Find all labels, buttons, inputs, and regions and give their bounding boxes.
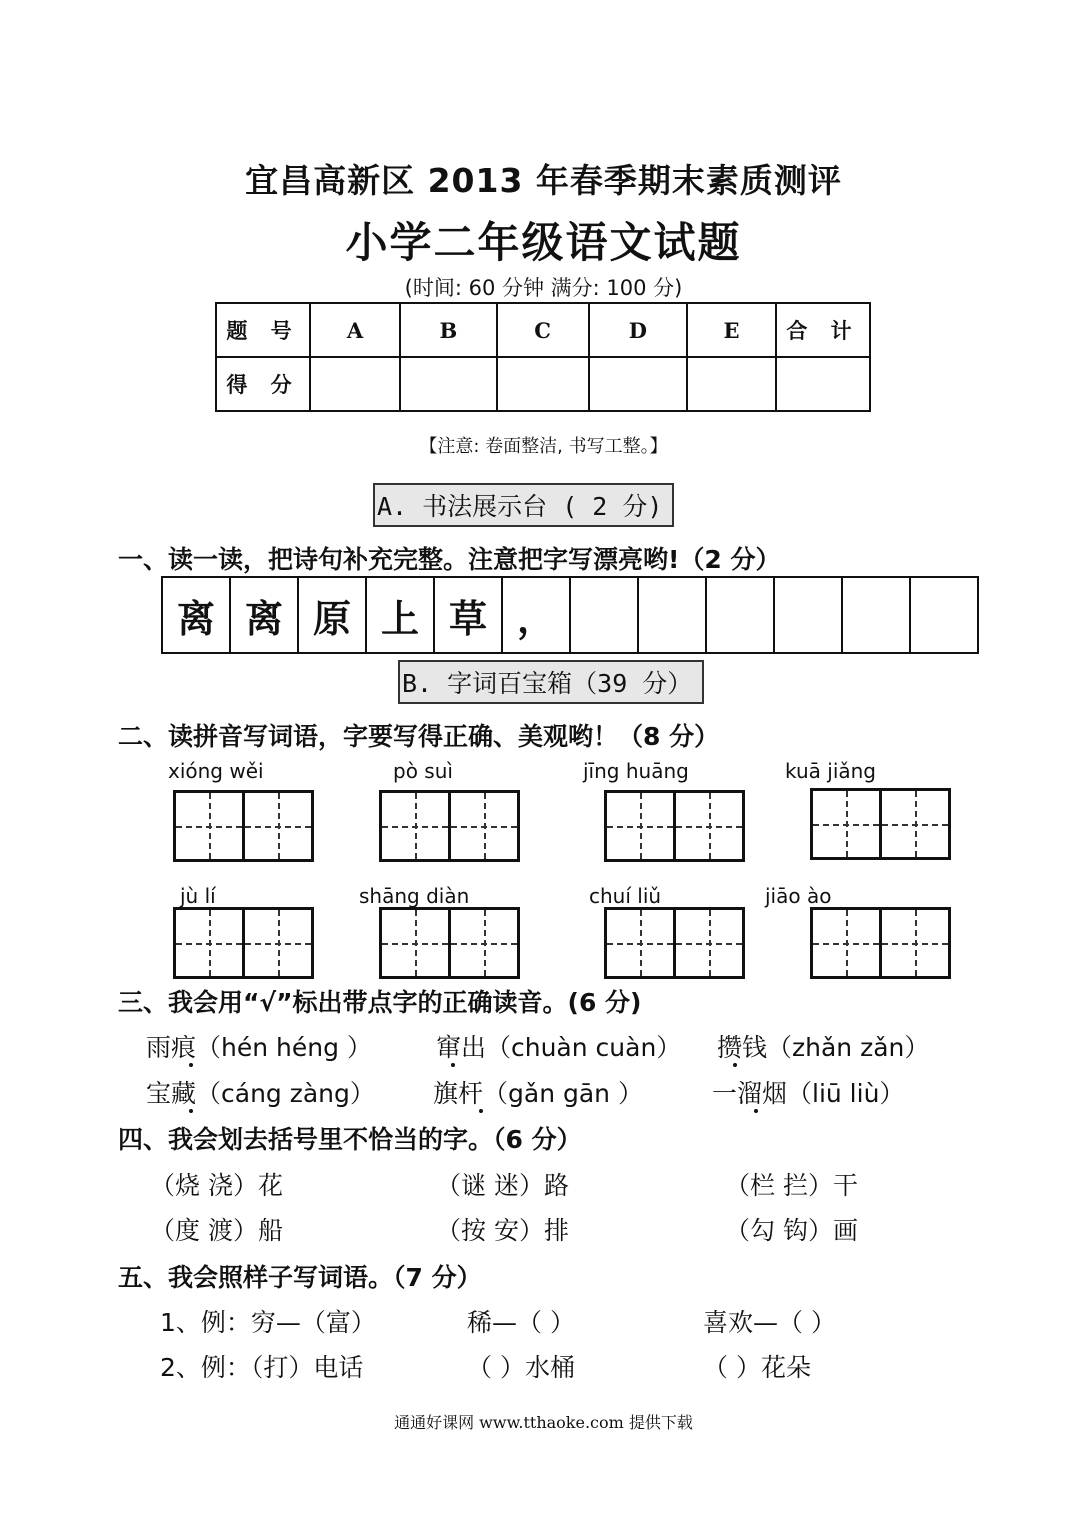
score-cell[interactable] (497, 357, 589, 411)
q5-item[interactable]: （ ）花朵 (703, 1353, 811, 1382)
q4-item[interactable]: （谜 迷）路 (436, 1171, 569, 1200)
writing-grid[interactable] (173, 907, 314, 979)
score-header-e: E (687, 303, 776, 357)
section-a-title: A. 书法展示台 ( 2 分) (373, 483, 674, 527)
poem-cell-blank[interactable] (707, 578, 775, 652)
poem-cell-blank[interactable] (775, 578, 843, 652)
poem-cell: 离 (163, 578, 231, 652)
poem-grid (161, 576, 979, 654)
question-3: 三、我会用“√”标出带点字的正确读音。(6 分) (118, 988, 642, 1017)
pinyin-label: kuā jiǎng (785, 759, 876, 783)
pinyin-label: jīng huāng (583, 759, 689, 783)
writing-grid[interactable] (810, 788, 951, 860)
emphasis-dot (451, 1063, 455, 1067)
q4-item[interactable]: （按 安）排 (436, 1216, 569, 1245)
poem-cell: 草 (435, 578, 503, 652)
poem-cell: 离 (231, 578, 299, 652)
score-cell[interactable] (589, 357, 688, 411)
q3-item[interactable]: 旗杆（gǎn gān ） (433, 1079, 643, 1108)
writing-grid[interactable] (604, 790, 745, 862)
score-header-b: B (400, 303, 497, 357)
q5-item[interactable]: 稀—（ ） (467, 1308, 575, 1337)
q3-item[interactable]: 攒钱（zhǎn zǎn） (717, 1033, 930, 1062)
writing-grid[interactable] (810, 907, 951, 979)
score-cell[interactable] (687, 357, 776, 411)
poem-cell-blank[interactable] (639, 578, 707, 652)
q3-item[interactable]: 一溜烟（liū liù） (712, 1079, 905, 1108)
pinyin-label: chuí liǔ (589, 884, 662, 908)
score-header-label: 题 号 (216, 303, 310, 357)
score-header-a: A (310, 303, 400, 357)
pinyin-label: jiāo ào (765, 884, 832, 908)
question-2: 二、读拼音写词语，字要写得正确、美观哟！（8 分） (118, 722, 720, 751)
poem-cell: ， (503, 578, 571, 652)
score-header-d: D (589, 303, 688, 357)
question-4: 四、我会划去括号里不恰当的字。（6 分） (118, 1125, 582, 1154)
poem-cell-blank[interactable] (843, 578, 911, 652)
question-1: 一、读一读，把诗句补充完整。注意把字写漂亮哟!（2 分） (118, 545, 781, 574)
score-cell[interactable] (400, 357, 497, 411)
emphasis-dot (479, 1109, 483, 1113)
poem-cell-blank[interactable] (911, 578, 977, 652)
writing-grid[interactable] (173, 790, 314, 862)
emphasis-dot (754, 1109, 758, 1113)
exam-subtitle: 小学二年级语文试题 (345, 218, 742, 267)
q4-item[interactable]: （栏 拦）干 (725, 1171, 858, 1200)
poem-cell: 原 (299, 578, 367, 652)
notice: 【注意: 卷面整洁, 书写工整。】 (419, 436, 668, 457)
pinyin-label: xióng wěi (168, 759, 264, 783)
q3-item[interactable]: 宝藏（cáng zàng） (146, 1079, 375, 1108)
exam-title: 宜昌高新区 2013 年春季期末素质测评 (245, 161, 842, 200)
q5-item[interactable]: 喜欢—（ ） (703, 1308, 836, 1337)
pinyin-label: jù lí (180, 884, 216, 908)
score-table (215, 302, 871, 412)
emphasis-dot (189, 1109, 193, 1113)
q5-item[interactable]: （ ）水桶 (467, 1353, 575, 1382)
question-5: 五、我会照样子写词语。（7 分） (118, 1263, 482, 1292)
q4-item[interactable]: （度 渡）船 (150, 1216, 283, 1245)
score-cell[interactable] (310, 357, 400, 411)
score-header-total: 合 计 (776, 303, 870, 357)
poem-cell-blank[interactable] (571, 578, 639, 652)
emphasis-dot (189, 1063, 193, 1067)
exam-meta: (时间: 60 分钟 满分: 100 分) (404, 276, 683, 300)
poem-cell: 上 (367, 578, 435, 652)
pinyin-label: pò suì (393, 759, 453, 783)
footer-credit: 通通好课网 www.tthaoke.com 提供下载 (394, 1413, 693, 1432)
q4-item[interactable]: （烧 浇）花 (150, 1171, 283, 1200)
pinyin-label: shāng diàn (359, 884, 470, 908)
score-header-c: C (497, 303, 589, 357)
section-b-title: B. 字词百宝箱（39 分） (398, 660, 704, 704)
score-cell[interactable] (776, 357, 870, 411)
writing-grid[interactable] (379, 907, 520, 979)
q5-item: 2、例：（打）电话 (160, 1353, 364, 1382)
writing-grid[interactable] (604, 907, 745, 979)
q4-item[interactable]: （勾 钩）画 (725, 1216, 858, 1245)
q5-item: 1、例：穷—（富） (160, 1308, 376, 1337)
score-row-label: 得 分 (216, 357, 310, 411)
emphasis-dot (733, 1063, 737, 1067)
q3-item[interactable]: 窜出（chuàn cuàn） (436, 1033, 682, 1062)
writing-grid[interactable] (379, 790, 520, 862)
q3-item[interactable]: 雨痕（hén héng ） (146, 1033, 372, 1062)
